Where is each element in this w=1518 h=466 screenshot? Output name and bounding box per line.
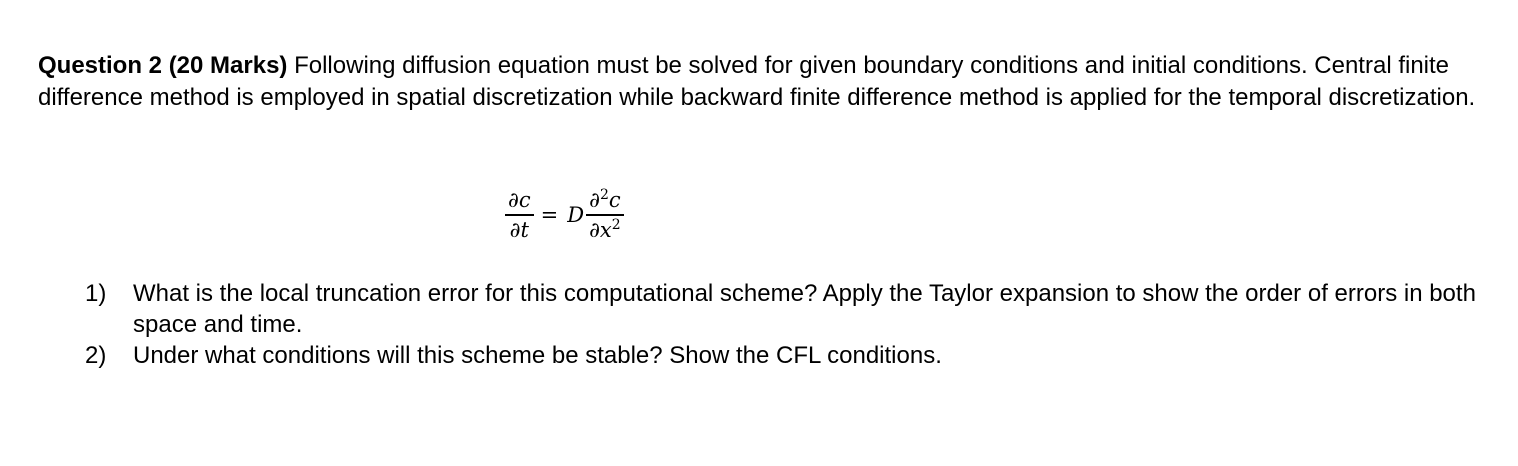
list-item-number: 2) <box>85 342 107 369</box>
list-item-text: What is the local truncation error for this computational scheme? Apply the Taylor expansion to show the order of errors in both space and time. <box>133 280 1476 338</box>
diffusion-equation <box>505 183 624 247</box>
question-paragraph <box>38 50 1478 114</box>
lhs-fraction <box>505 187 534 243</box>
equals-sign: = <box>540 203 559 227</box>
list-item <box>85 340 1485 371</box>
diffusion-coefficient: D <box>567 203 585 227</box>
rhs-numerator-base: ∂ <box>589 188 600 213</box>
rhs-numerator <box>586 187 624 214</box>
rhs-denominator-base: ∂x <box>589 217 612 242</box>
list-item-number: 1) <box>85 280 107 307</box>
rhs-fraction <box>586 187 624 243</box>
lhs-denominator: ∂t <box>509 217 529 242</box>
question-heading: Question 2 (20 Marks) <box>38 52 288 79</box>
question-body: Following diffusion equation must be solved for given boundary conditions and initial conditions. Central finite difference method is employed in spatial discretization while backward finite difference method is applied for the temporal discretization. <box>38 52 1476 111</box>
rhs-numerator-exponent: 2 <box>599 187 609 204</box>
lhs-numerator: ∂c <box>508 188 531 213</box>
list-item <box>85 278 1485 340</box>
question-list <box>85 278 1485 371</box>
rhs-denominator-exponent: 2 <box>611 216 621 233</box>
list-item-text: Under what conditions will this scheme be stable? Show the CFL conditions. <box>133 342 942 369</box>
rhs-numerator-variable: c <box>608 188 621 213</box>
rhs-denominator <box>586 216 624 243</box>
